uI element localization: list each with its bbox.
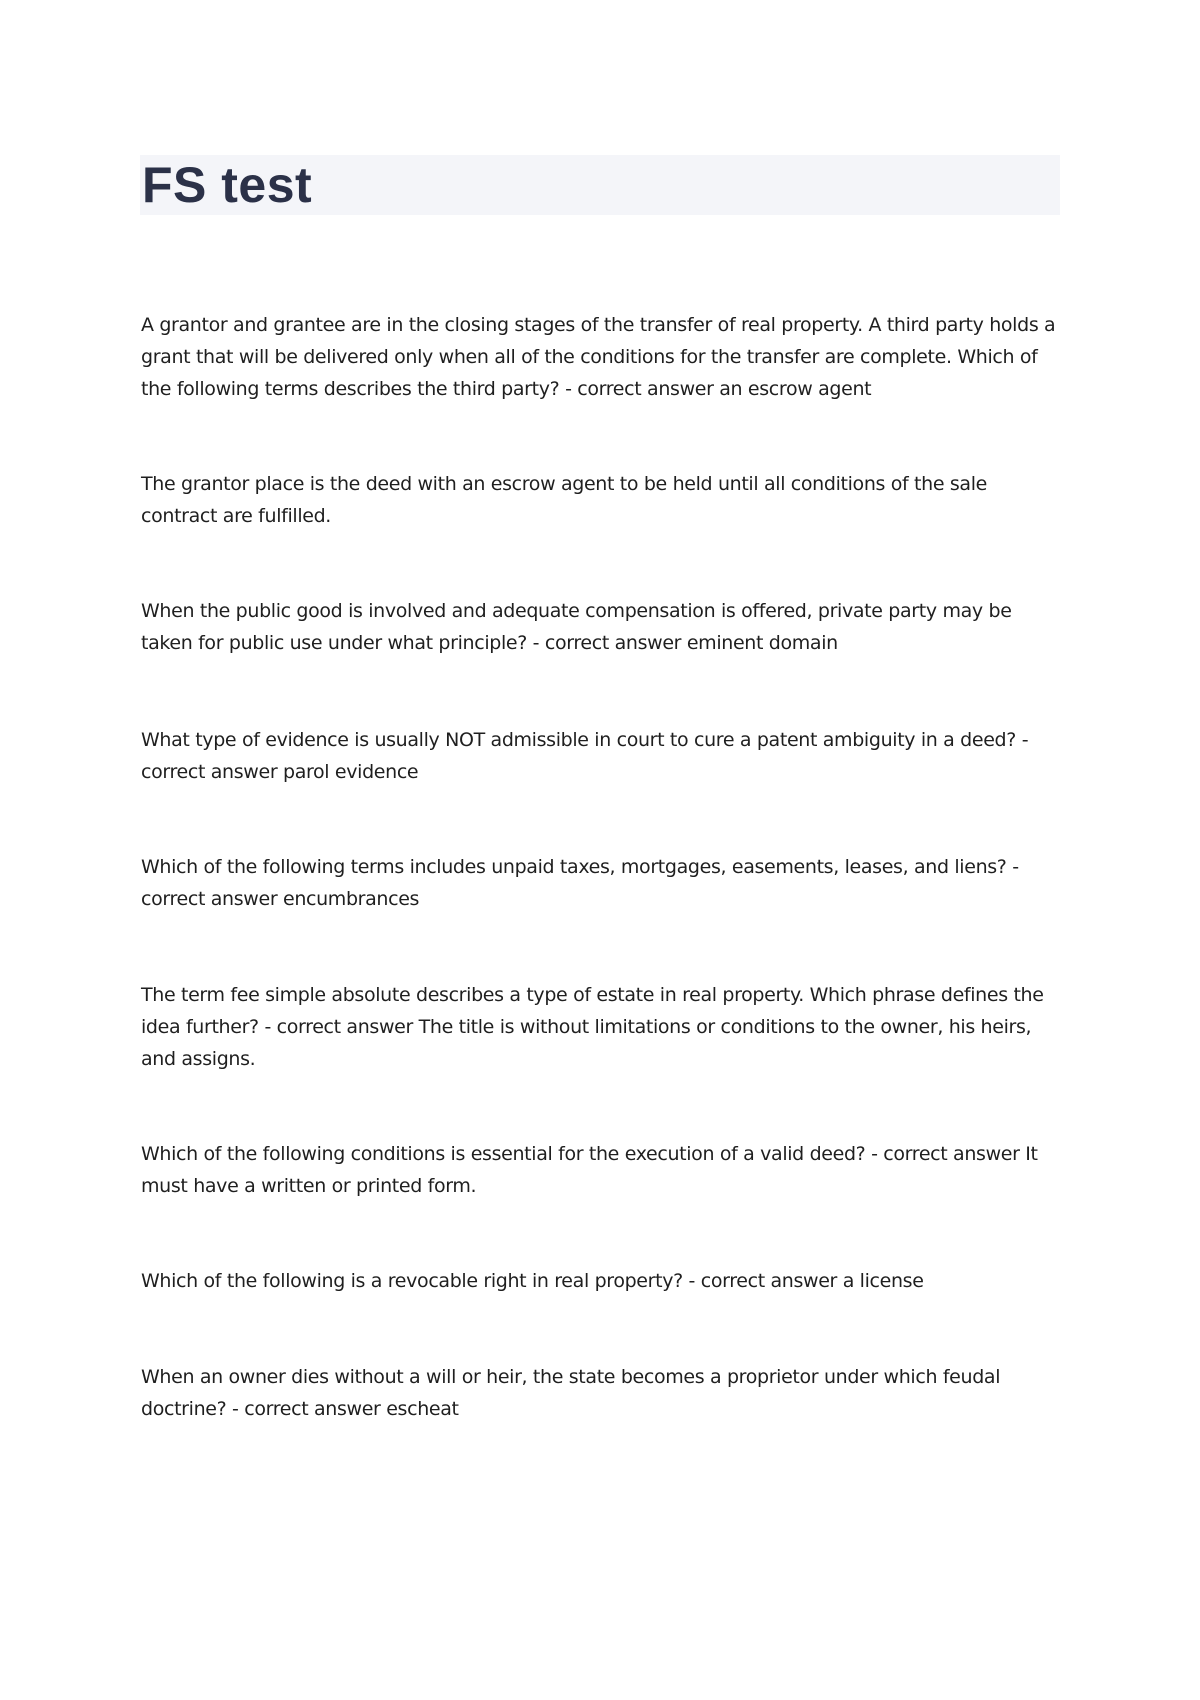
qa-entry: Which of the following conditions is essential for the execution of a valid deed? - correct answer It must have a written or printed form.	[141, 1143, 1038, 1197]
qa-entry: Which of the following is a revocable right in real property? - correct answer a license	[141, 1270, 924, 1292]
qa-entry: The grantor place is the deed with an escrow agent to be held until all conditions of the sale contract are fulfilled.	[141, 473, 987, 527]
qa-entry: When an owner dies without a will or heir, the state becomes a proprietor under which feudal doctrine? - correct answer escheat	[141, 1366, 1001, 1420]
qa-entry: What type of evidence is usually NOT admissible in court to cure a patent ambiguity in a deed? - correct answer parol evidence	[141, 729, 1029, 783]
qa-entry: Which of the following terms includes unpaid taxes, mortgages, easements, leases, and liens? - correct answer encumbrances	[141, 856, 1019, 910]
qa-entry: The term fee simple absolute describes a type of estate in real property. Which phrase defines the idea further? - correct answer The title is without limitations or conditions to the owner, his heirs, and assigns.	[141, 984, 1044, 1070]
qa-entry: A grantor and grantee are in the closing stages of the transfer of real property. A third party holds a grant that will be delivered only when all of the conditions for the transfer are complete. Which of the following terms describes the third party? - correct answer an escrow agent	[141, 314, 1056, 400]
qa-entry: When the public good is involved and adequate compensation is offered, private party may be taken for public use under what principle? - correct answer eminent domain	[141, 600, 1012, 654]
page-title: FS test	[142, 157, 313, 213]
